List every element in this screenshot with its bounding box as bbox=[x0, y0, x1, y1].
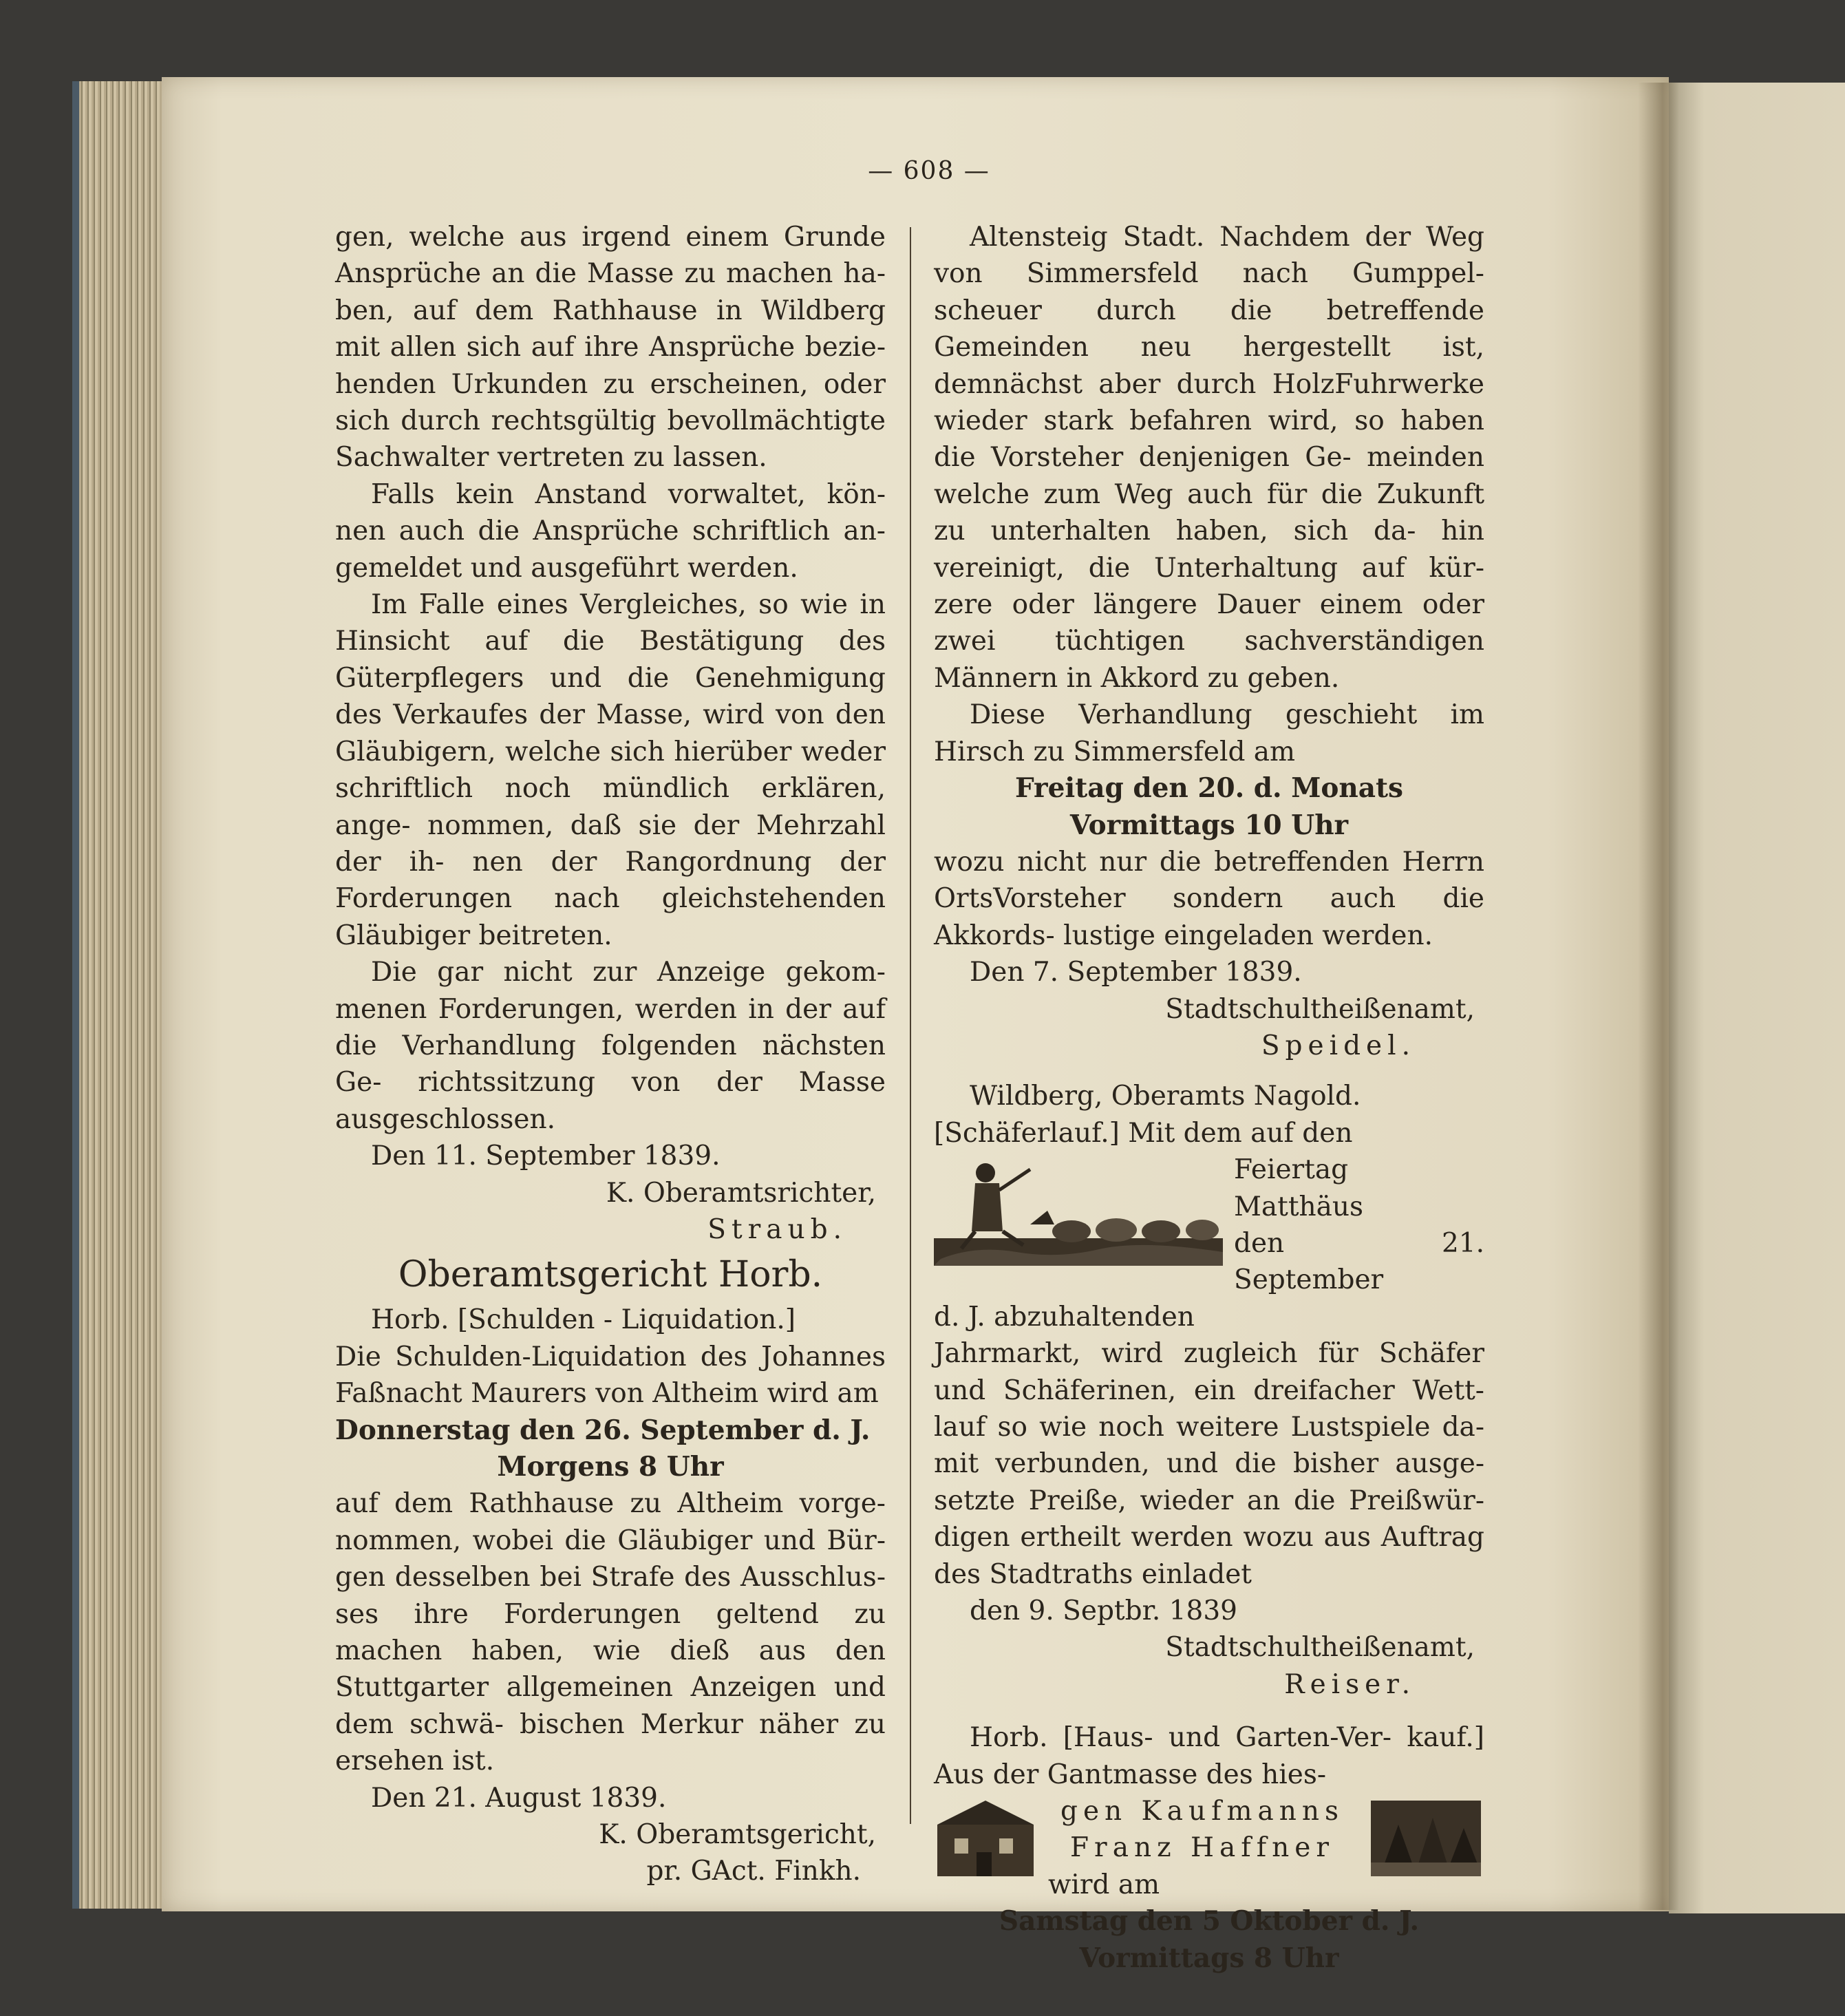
left-column bbox=[335, 219, 886, 1890]
left-paragraph-1: gen, welche aus irgend einem Grunde Ansprüche an die Masse zu machen ha- ben, auf dem Rathhause in Wildberg mit allen sich auf ihre Ansprüche bezie- henden Urkunden zu erscheinen, oder sich durch rechtsgültig bevollmächtigte Sachwalter vertreten zu lassen. bbox=[335, 222, 886, 474]
right-column bbox=[934, 219, 1484, 1977]
facing-page bbox=[1669, 83, 1845, 1913]
house-sale-line-1: gen Kaufmanns bbox=[1060, 1796, 1344, 1827]
left-paragraph-6: auf dem Rathhause zu Altheim vorge- nommen, wobei die Gläubiger und Bür- gen desselben bei Strafe des Ausschlus- ses ihre Forderungen geltend zu machen haben, wie dieß aus den Stuttgarter allgemeinen Anzeigen und dem schwä- bischen Merkur näher zu ersehen ist. bbox=[335, 1488, 886, 1777]
right-signature-title-1: Stadtschultheißenamt, bbox=[1165, 993, 1475, 1025]
right-date-2: den 9. Septbr. 1839 bbox=[970, 1595, 1237, 1627]
right-paragraph-2: Diese Verhandlung geschieht im Hirsch zu Simmersfeld am bbox=[934, 699, 1484, 767]
left-paragraph-3: Im Falle eines Vergleiches, so wie in Hinsicht auf die Bestätigung des Güterpflegers und die Genehmigung des Verkaufes der Masse, wird von den Gläubigern, welche sich hierüber weder schriftlich noch mündlich erklären, ange- nommen, daß sie der Mehrzahl der ih- nen der Rangordnung der Forderungen nach gleichstehenden Gläubiger beitreten. bbox=[335, 589, 886, 951]
shepherd-line-1: [Schäferlauf.] Mit dem auf den bbox=[934, 1117, 1353, 1149]
notice-title-wildberg: Wildberg, Oberamts Nagold. bbox=[970, 1081, 1361, 1112]
left-date-1: Den 11. September 1839. bbox=[371, 1140, 721, 1172]
left-paragraph-5: Die Schulden-Liquidation des Johannes Faßnacht Maurers von Altheim wird am bbox=[335, 1341, 886, 1410]
notice-title-house-sale: Horb. [Haus- und Garten-Ver- kauf.] Aus der Gantmasse des hies- bbox=[934, 1722, 1484, 1790]
right-signature-title-2: Stadtschultheißenamt, bbox=[1165, 1632, 1475, 1664]
house-sale-line-3: wird am bbox=[1048, 1869, 1160, 1900]
section-heading: Oberamtsgericht Horb. bbox=[398, 1254, 823, 1296]
right-signature-name-2: Reiser. bbox=[1284, 1668, 1416, 1700]
right-paragraph-3: wozu nicht nur die betreffenden Herrn OrtsVorsteher sondern auch die Akkords- lustige eingeladen werden. bbox=[934, 846, 1484, 951]
right-date-1: Den 7. September 1839. bbox=[970, 957, 1302, 988]
left-signature-name-2: pr. GAct. Finkh. bbox=[646, 1856, 861, 1887]
left-signature-title-1: K. Oberamtsrichter, bbox=[606, 1177, 876, 1209]
left-paragraph-2: Falls kein Anstand vorwaltet, kön- nen auch die Ansprüche schriftlich an- gemeldet und ausgeführt werden. bbox=[335, 478, 886, 584]
right-date-line-3: Samstag den 5 Oktober d. J. bbox=[999, 1905, 1420, 1938]
notice-title-horb: Horb. [Schulden - Liquidation.] bbox=[371, 1304, 796, 1336]
page-number: — 608 — bbox=[868, 157, 990, 185]
left-paragraph-4: Die gar nicht zur Anzeige gekom- menen Forderungen, werden in der auf die Verhandlung folgenden nächsten Ge- richtssitzung von der Masse ausgeschlossen. bbox=[335, 957, 886, 1135]
garden-woodcut-icon bbox=[1367, 1797, 1484, 1880]
shepherd-line-3: den 21. September bbox=[1234, 1227, 1484, 1296]
left-date-2: Den 21. August 1839. bbox=[371, 1782, 667, 1814]
house-woodcut-icon bbox=[934, 1797, 1037, 1880]
left-signature-title-2: K. Oberamtsgericht, bbox=[599, 1819, 876, 1851]
gutter-shadow bbox=[1638, 83, 1679, 1910]
house-sale-line-2: Franz Haffner bbox=[1070, 1832, 1334, 1864]
house-sale-block bbox=[934, 1793, 1484, 1903]
right-time-line-3: Vormittags 8 Uhr bbox=[1079, 1942, 1339, 1974]
right-paragraph-4: Jahrmarkt, wird zugleich für Schäfer und Schäferinen, ein dreifacher Wett- lauf so wie noch weitere Lustspiele da- mit verbunden, und die bisher ausge- setzte Preiße, wieder an die Preißwür- digen ertheilt werden wozu aus Auftrag des Stadtraths einladet bbox=[934, 1338, 1484, 1590]
page-edges bbox=[72, 81, 175, 1909]
shepherd-line-2: Feiertag Matthäus bbox=[1234, 1154, 1364, 1222]
right-time-line: Vormittags 10 Uhr bbox=[1069, 809, 1349, 841]
right-date-line: Freitag den 20. d. Monats bbox=[1015, 772, 1403, 805]
left-signature-name-1: Straub. bbox=[707, 1213, 847, 1245]
right-paragraph-1: Altensteig Stadt. Nachdem der Weg von Simmersfeld nach Gumppel- scheuer durch die betreffende Gemeinden neu hergestellt ist, demnächst aber durch HolzFuhrwerke wieder stark befahren wird, so haben die Vorsteher denjenigen Ge- meinden welche zum Weg auch für die Zukunft zu unterhalten haben, sich da- hin vereinigt, die Unterhaltung auf kür- zere oder längere Dauer einem oder zwei tüchtigen sachverständigen Männern in Akkord zu geben. bbox=[934, 222, 1484, 694]
shepherd-notice-block bbox=[934, 1115, 1484, 1335]
right-signature-name-1: Speidel. bbox=[1261, 1030, 1416, 1061]
shepherd-woodcut-icon bbox=[934, 1156, 1223, 1273]
left-time-line: Morgens 8 Uhr bbox=[497, 1451, 724, 1483]
column-rule bbox=[910, 227, 911, 1824]
shepherd-line-4: d. J. abzuhaltenden bbox=[934, 1301, 1195, 1333]
left-date-line: Donnerstag den 26. September d. J. bbox=[335, 1414, 871, 1446]
